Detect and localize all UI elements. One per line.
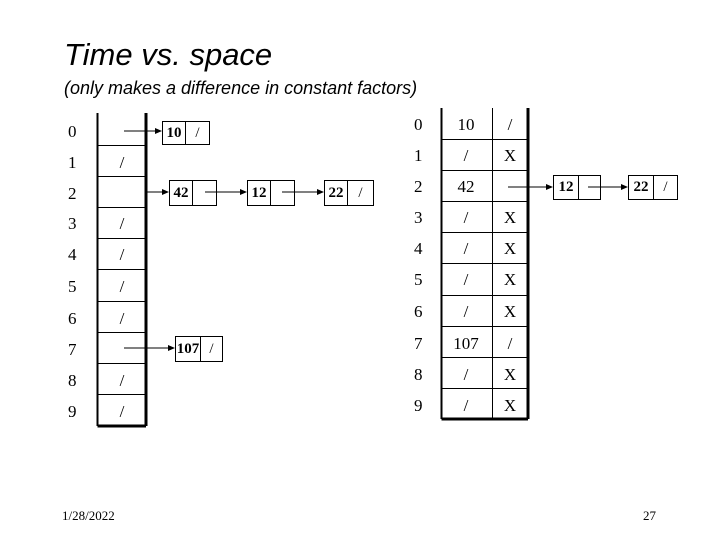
- node-12-right-next: [579, 176, 600, 199]
- left-index-7: 7: [68, 340, 77, 359]
- node-107-next: /: [209, 340, 214, 357]
- left-index-2: 2: [68, 184, 77, 203]
- left-cell-8: /: [119, 371, 125, 390]
- right-next-0: /: [507, 115, 513, 134]
- node-10-value: 10: [163, 122, 186, 144]
- left-cell-5: /: [119, 277, 125, 296]
- node-12-right: [553, 175, 601, 200]
- right-value-2: 42: [457, 177, 475, 196]
- left-index-4: 4: [68, 245, 77, 264]
- left-cell-6: /: [119, 309, 125, 328]
- node-107-value: 107: [176, 337, 201, 361]
- left-index-3: 3: [68, 214, 77, 233]
- node-12-left: [247, 180, 295, 206]
- right-next-8: X: [503, 365, 517, 384]
- right-next-5: X: [503, 270, 517, 289]
- node-10: [162, 121, 210, 145]
- right-index-0: 0: [414, 115, 423, 134]
- left-cell-4: /: [119, 245, 125, 264]
- node-22-right-value: 22: [629, 176, 654, 199]
- node-107: [175, 336, 223, 362]
- node-10-next: /: [195, 124, 200, 141]
- right-index-6: 6: [414, 302, 423, 321]
- right-index-4: 4: [414, 239, 423, 258]
- right-next-3: X: [503, 208, 517, 227]
- node-12-left-next: [271, 181, 294, 205]
- right-next-9: X: [503, 396, 517, 415]
- page-number: 27: [643, 508, 656, 523]
- right-next-6: X: [503, 302, 517, 321]
- node-42: [169, 180, 217, 206]
- left-index-0: 0: [68, 122, 77, 141]
- node-22-right-next: /: [663, 179, 668, 195]
- right-value-0: 10: [457, 115, 475, 134]
- left-index-6: 6: [68, 309, 77, 328]
- right-value-1: /: [463, 146, 469, 165]
- left-cell-9: /: [119, 402, 125, 421]
- left-cell-3: /: [119, 214, 125, 233]
- right-value-7: 107: [453, 334, 479, 353]
- right-index-8: 8: [414, 365, 423, 384]
- node-42-next: [193, 181, 216, 205]
- right-value-9: /: [463, 396, 469, 415]
- right-value-6: /: [463, 302, 469, 321]
- node-12-right-value: 12: [554, 176, 579, 199]
- right-index-1: 1: [414, 146, 423, 165]
- node-22-left-next: /: [358, 184, 363, 201]
- node-22-right: [628, 175, 678, 200]
- footer-date: 1/28/2022: [62, 508, 115, 523]
- left-index-8: 8: [68, 371, 77, 390]
- right-table-grid: [442, 108, 529, 419]
- node-12-left-value: 12: [248, 181, 271, 205]
- left-table-grid: [98, 113, 147, 426]
- slide-subtitle: (only makes a difference in constant factors): [64, 78, 418, 98]
- right-value-5: /: [463, 270, 469, 289]
- node-42-value: 42: [170, 181, 193, 205]
- right-index-9: 9: [414, 396, 423, 415]
- left-index-5: 5: [68, 277, 77, 296]
- right-next-4: X: [503, 239, 517, 258]
- right-value-3: /: [463, 208, 469, 227]
- right-index-7: 7: [414, 334, 423, 353]
- left-cell-1: /: [119, 153, 125, 172]
- node-22-left: [324, 180, 374, 206]
- right-value-8: /: [463, 365, 469, 384]
- right-index-5: 5: [414, 270, 423, 289]
- right-next-1: X: [503, 146, 517, 165]
- left-index-9: 9: [68, 402, 77, 421]
- right-index-2: 2: [414, 177, 423, 196]
- left-index-1: 1: [68, 153, 77, 172]
- node-22-left-value: 22: [325, 181, 348, 205]
- right-value-4: /: [463, 239, 469, 258]
- slide-title: Time vs. space: [64, 37, 273, 72]
- right-next-7: /: [507, 334, 513, 353]
- right-index-3: 3: [414, 208, 423, 227]
